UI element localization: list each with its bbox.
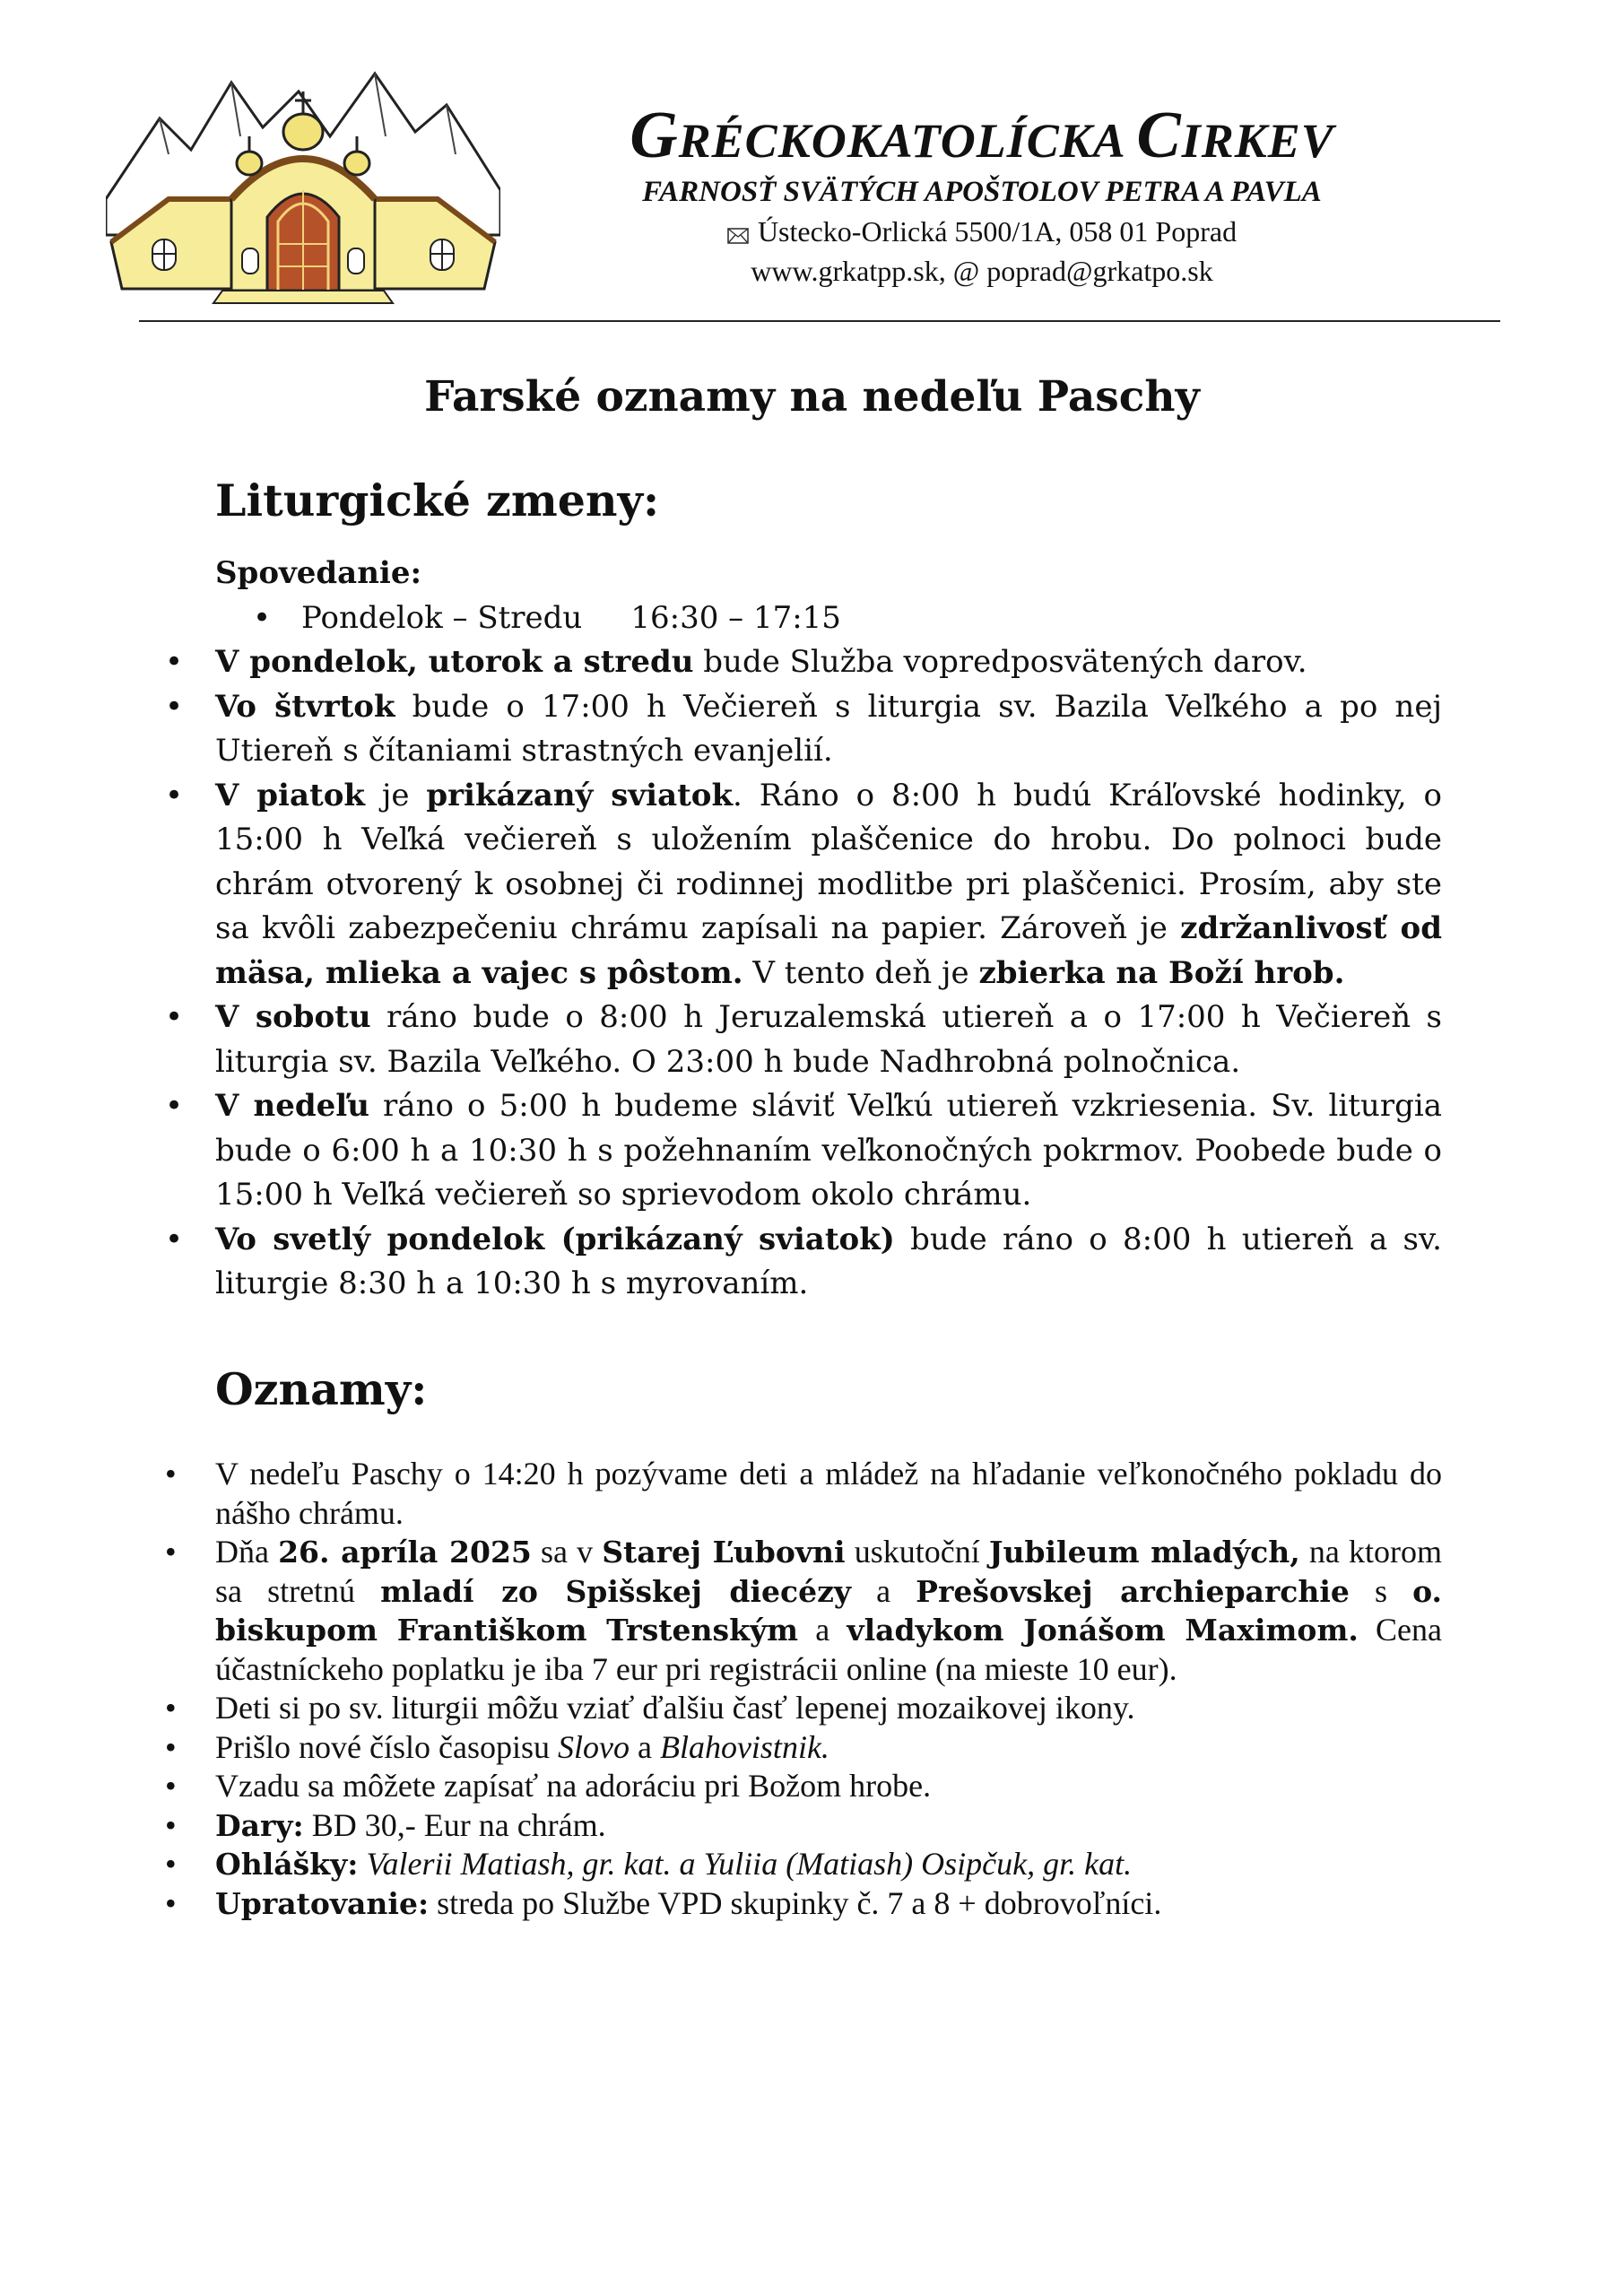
- list-item: • Vo svetlý pondelok (prikázaný sviatok) bude ráno o 8:00 h utiereň a sv. liturgie 8:30 h a 10:30 h s myrovaním.: [165, 1221, 1442, 1301]
- list-item: • V sobotu ráno bude o 8:00 h Jeruzalemská utiereň a o 17:00 h Večiereň s liturgia sv. Bazila Veľkého. O 23:00 h bude Nadhrobná polnočnica.: [165, 999, 1442, 1080]
- section-heading-liturgical: Liturgické zmeny:: [215, 474, 660, 526]
- confession-label: Spovedanie:: [215, 555, 422, 591]
- list-item: • Vzadu sa môžete zapísať na adoráciu pri Božom hrobe.: [165, 1768, 932, 1804]
- list-item: • Vo štvrtok bude o 17:00 h Večiereň s liturgia sv. Bazila Veľkého a po nej Utiereň s čítaniami strastných evanjelií.: [165, 688, 1442, 769]
- liturgical-list: [165, 640, 1443, 1307]
- list-item: • Prišlo nové číslo časopisu Slovo a Blahovistnik.: [165, 1728, 829, 1765]
- organization-title: GRÉCKOKATOLÍCKA CIRKEV: [630, 99, 1334, 172]
- list-item: • V pondelok, utorok a stredu bude Služba vopredposvätených darov.: [165, 644, 1307, 680]
- list-item: • Ohlášky: Valerii Matiash, gr. kat. a Yuliia (Matiash) Osipčuk, gr. kat.: [165, 1846, 1133, 1882]
- announcements-list: [165, 1455, 1443, 1923]
- list-item: • V piatok je prikázaný sviatok. Ráno o 8:00 h budú Kráľovské hodinky, o 15:00 h Veľká večiereň s uložením plaščenice do hrobu. Do polnoci bude chrám otvorený k osobnej či rodinnej modlitbe pri plaščenici. Prosím, aby ste sa kvôli zabezpečeniu chrámu zapísali na papier. Zároveň je zdržanlivosť od mäsa, mlieka a vajec s pôstom. V tento deň je zbierka na Boží hrob.: [165, 777, 1443, 991]
- address-text: Ústecko-Orlická 5500/1A, 058 01 Poprad: [757, 215, 1238, 248]
- document-title: Farské oznamy na nedeľu Paschy: [424, 372, 1200, 422]
- header-divider: [139, 320, 1500, 322]
- list-item: • V nedeľu Paschy o 14:20 h pozývame deti a mládež na hľadanie veľkonočného pokladu do nášho chrámu.: [165, 1456, 1442, 1531]
- section-heading-announcements: Oznamy:: [215, 1363, 428, 1415]
- list-item: • Dňa 26. apríla 2025 sa v Starej Ľubovni uskutoční Jubileum mladých, na ktorom sa stretnú mladí zo Spišskej diecézy a Prešovskej archieparchie s o. biskupom Františkom Trstenským a vladykom Jonášom Maximom. Cena účastníckeho poplatku je iba 7 eur pri registrácii online (na mieste 10 eur).: [165, 1534, 1443, 1687]
- parish-name: FARNOSŤ SVÄTÝCH APOŠTOLOV PETRA A PAVLA: [642, 176, 1322, 208]
- announcements-section: [165, 1455, 1443, 1923]
- confession-days: Pondelok – Stredu: [301, 599, 583, 636]
- confession-time: 16:30 – 17:15: [630, 599, 841, 636]
- address-line: [502, 212, 1462, 251]
- church-logo: [106, 65, 500, 309]
- list-item: • Upratovanie: streda po Službe VPD skupinky č. 7 a 8 + dobrovoľníci.: [165, 1884, 1162, 1921]
- liturgical-section: [165, 552, 1443, 1307]
- confession-schedule: • Pondelok – Stredu 16:30 – 17:15: [253, 599, 841, 636]
- organization-block: [502, 99, 1462, 291]
- list-item: • Deti si po sv. liturgii môžu vziať ďalšiu časť lepenej mozaikovej ikony.: [165, 1690, 1135, 1726]
- list-item: • V nedeľu ráno o 5:00 h budeme sláviť Veľkú utiereň vzkriesenia. Sv. liturgia bude o 6:00 h a 10:30 h s požehnaním veľkonočných pokrmov. Poobede bude o 15:00 h Veľká večiereň so sprievodom okolo chrámu.: [165, 1088, 1442, 1213]
- web-contact: www.grkatpp.sk, @ poprad@grkatpo.sk: [751, 255, 1213, 287]
- envelope-icon: [727, 228, 749, 244]
- list-item: • Dary: BD 30,- Eur na chrám.: [165, 1806, 606, 1843]
